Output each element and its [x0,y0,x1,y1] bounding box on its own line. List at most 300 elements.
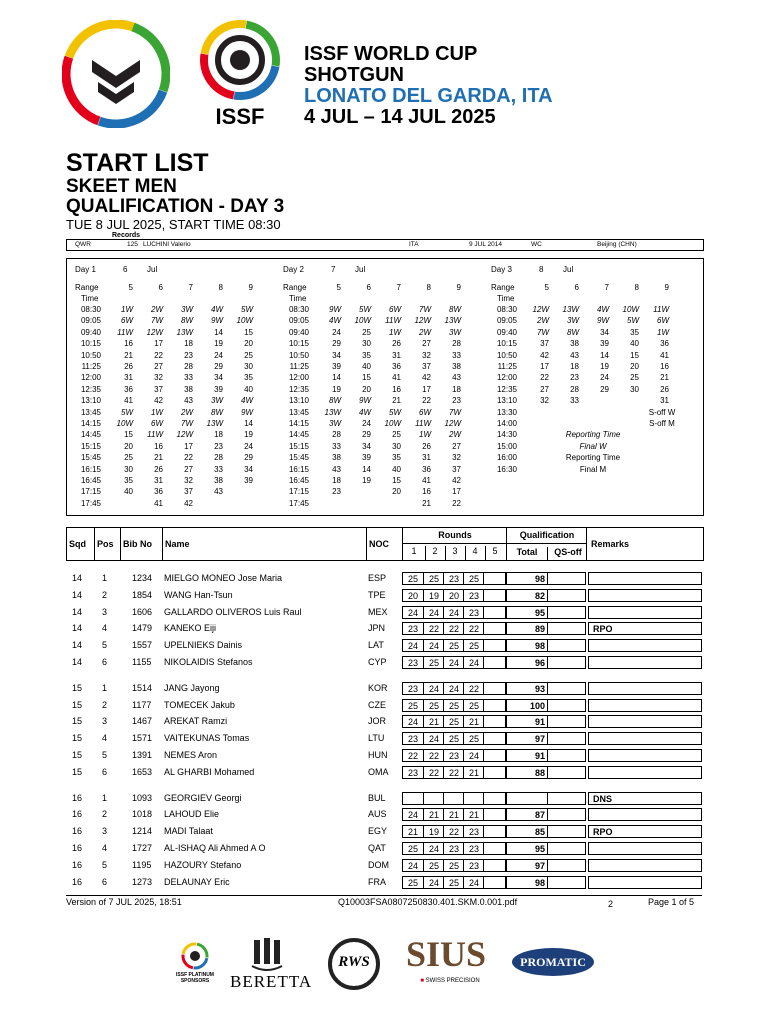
remarks-box [588,606,702,619]
qsoff-cell [547,623,588,634]
round-score: 23 [407,624,418,635]
squad-slot: 33 [332,441,341,451]
squad-slot: 1W [657,327,669,337]
squad-slot: 34 [214,373,223,383]
qsoff-cell [547,607,588,618]
squad-slot: 15 [124,430,133,440]
squad-slot: 20 [392,487,401,497]
remarks-box [588,859,702,872]
squad-slot: 31 [124,373,133,383]
squad-slot: 11W [415,419,431,428]
round-scores-box [402,792,506,805]
schedule-row [283,418,483,429]
sius-logo: SIUS [406,934,487,974]
event-time: 15:00 [496,441,517,451]
remarks-box [588,766,702,779]
squad-slot: 38 [332,453,341,463]
squad-slot: 37 [422,362,431,371]
schedule-time: 15:15 [80,441,101,451]
issf-platinum-sponsor-logo [172,940,218,996]
athlete-bib: 1467 [132,716,153,727]
squad-slot: 7W [419,305,431,314]
schedule-time: 16:45 [288,476,309,485]
day-month: Jul [355,265,366,274]
round-scores-box [402,699,506,712]
rounds-divider [403,543,507,544]
squad-slot: 6W [121,316,133,326]
qsoff-cell [547,860,588,871]
squad-slot: 10W [236,316,253,326]
qsoff-cell [547,716,588,727]
athlete-noc: DOM [368,859,389,870]
squad-slot: 9W [329,305,341,314]
remarks-box [588,715,702,728]
schedule-time: 17:15 [80,487,101,497]
file-name: Q10003FSA0807250830.401.SKM.0.001.pdf [338,897,518,907]
round-score: 22 [407,751,418,761]
schedule-row [491,304,691,315]
remarks-box [588,876,702,889]
date-line: TUE 8 JUL 2025, START TIME 08:30 [66,217,281,232]
schedule-row [75,429,275,440]
athlete-pos: 3 [102,606,108,617]
round-number: 1 [411,546,417,556]
squad-slot: 35 [392,453,401,463]
total-score: 98 [534,641,545,652]
col-noc-label: NOC [369,539,389,549]
athlete-bib: 1018 [132,809,153,820]
squad-slot: 19 [332,384,341,394]
round-score: 23 [443,750,464,761]
qualification-label: Qualification [519,530,575,540]
event-time: 13:30 [496,407,517,417]
schedule-time: 13:45 [80,407,101,417]
round-score [483,826,504,837]
squad-slot: 35 [244,373,253,383]
squad-slot: 24 [244,441,253,451]
squad-slot: 30 [392,441,401,451]
squad-slot: 35 [630,327,639,337]
squad-slot: 22 [154,350,163,360]
athlete-name: AL GHARBI Mohamed [164,766,255,777]
schedule-row [283,486,483,497]
squad-slot: 28 [332,430,341,440]
athlete-row [66,747,702,764]
round-score: 22 [443,826,464,837]
squad-slot: 24 [332,327,341,337]
squad-slot: 5W [627,316,639,326]
start-list-body [66,570,702,892]
squad-slot: 3W [449,327,461,337]
sius-subtitle [410,978,490,984]
squad-slot: 9W [359,396,371,406]
squad-slot: 20 [244,339,253,349]
day-month: Jul [563,265,574,274]
qsoff-cell [547,640,588,651]
athlete-sqd: 15 [72,682,83,693]
squad-slot: 14 [332,373,341,383]
schedule-time: 16:15 [288,464,309,474]
squad-slot: 39 [244,476,253,485]
remarks-box [588,825,702,838]
athlete-bib: 1854 [132,589,153,600]
squad-slot: 41 [660,350,669,360]
swiss-flag-icon: ■ [420,978,424,984]
squad-slot: 16 [660,362,669,371]
athlete-sqd: 16 [72,843,83,853]
schedule-time: 09:05 [496,316,517,326]
squad-slot: 37 [184,487,193,497]
version-text: Version of 7 JUL 2025, 18:51 [66,897,182,907]
event-location: LONATO DEL GARDA, ITA [304,85,553,107]
schedule-time: 09:40 [288,327,309,337]
sponsors-bar [0,930,768,1000]
squad-slot: 3W [181,305,193,314]
squad-slot: 43 [570,350,579,360]
round-score: 23 [463,590,484,601]
squad-slot: 32 [154,373,163,383]
squad-slot: 43 [332,464,341,474]
athlete-row [66,713,702,730]
squad-slot: 15 [244,327,253,337]
squad-slot: 1W [389,327,401,337]
schedule-row [283,350,483,361]
round-score [483,877,504,888]
round-scores-box [402,572,506,585]
schedule-row [283,338,483,349]
qsoff-cell [547,683,588,694]
athlete-name: MIELGO MONEO Jose Maria [164,573,283,583]
athlete-pos: 4 [102,623,108,634]
round-score: 23 [407,683,418,694]
qualification-box [506,876,586,889]
squad-slot: 1W [419,430,431,440]
event-dates: 4 JUL – 14 JUL 2025 [304,106,496,128]
squad-slot: 8W [567,327,579,337]
squad-slot: 16 [154,441,163,451]
squad-slot: 8W [181,316,193,326]
athlete-name: KANEKO Eiji [164,623,217,634]
athlete-sqd: 15 [72,716,83,727]
qualification-box [506,808,586,821]
athlete-sqd: 14 [72,606,83,617]
total-score: 96 [534,658,545,668]
athlete-noc: HUN [368,750,388,760]
athlete-bib: 1234 [132,573,153,583]
issf-logo [196,20,284,128]
round-score: 23 [407,658,418,668]
squad-slot: 8W [449,305,461,314]
schedule-row [75,304,275,315]
squad-slot: 23 [214,441,223,451]
time-header: Time [289,294,307,303]
squad-slot: 37 [154,384,163,394]
athlete-noc: AUS [368,809,387,820]
squad-slot: 34 [362,441,371,451]
phase-title: QUALIFICATION - DAY 3 [66,196,285,217]
round-score [483,607,504,618]
athlete-noc: JOR [368,716,386,727]
schedule-row [491,315,691,326]
athlete-name: UPELNIEKS Dainis [164,640,243,651]
round-score [463,793,484,804]
squad-slot: 12W [146,327,163,337]
athlete-noc: LAT [368,640,384,651]
schedule-row [283,475,483,486]
athlete-row [66,620,702,637]
total-score: 95 [534,844,545,854]
schedule-row [491,327,691,338]
athlete-bib: 1391 [132,750,153,760]
round-score: 24 [423,683,444,694]
remarks-box [588,749,702,762]
col-bib [121,528,163,560]
athlete-bib: 1155 [132,657,152,667]
athlete-name: TOMECEK Jakub [164,699,235,710]
records-box [66,239,704,251]
qsoff-cell [547,826,588,837]
squad-slot: 27 [540,384,549,394]
squad-slot: 41 [124,396,133,406]
squad-slot: 38 [184,384,193,394]
squad-slot: 6W [419,407,431,417]
page-title [66,150,284,233]
squad-slot: 25 [630,373,639,383]
round-score: 22 [443,767,464,778]
qualification-box [506,825,586,838]
round-scores-box [402,606,506,619]
event-logo [62,20,170,128]
round-score [483,683,504,694]
range-number: 9 [664,283,669,292]
squad-slot: 16 [422,487,431,497]
event-name: Reporting Time [565,453,621,463]
squad-slot: 31 [392,350,401,360]
schedule-event [491,418,691,429]
squad-slot: 36 [154,487,163,497]
squad-slot: 4W [211,305,223,314]
athlete-pos: 5 [102,859,108,870]
round-score [483,767,504,778]
athlete-noc: CZE [368,699,386,710]
squad-slot: 20 [124,441,133,451]
squad-slot: 26 [154,464,163,474]
squad-slot: 43 [214,487,223,497]
total-score: 91 [534,717,545,728]
squad-slot: 29 [362,430,371,440]
schedule-time: 11:25 [81,362,101,371]
squad-slot: 6W [389,305,401,314]
range-header [75,282,275,293]
athlete-noc: MEX [368,606,388,617]
schedule-row [491,338,691,349]
day-number: 8 [539,265,544,274]
round-score: 21 [463,767,484,778]
schedule-row [75,361,275,372]
col-sqd-label: Sqd [69,539,86,549]
qual-divider [507,543,587,544]
issf-logo-text: ISSF [215,104,265,128]
round-score: 21 [463,716,484,727]
record-noc: ITA [409,241,419,248]
squad-slot: 18 [452,384,461,394]
remarks-text: DNS [593,793,613,804]
squad-slot: 34 [600,327,609,337]
day-label: Day 3 [491,265,512,274]
round-score: 25 [423,573,444,584]
day-number: 7 [331,265,336,274]
round-score: 21 [423,716,444,727]
qualification-box [506,842,586,855]
range-label: Range [283,283,307,292]
round-score: 25 [423,860,444,871]
round-score: 25 [463,700,484,711]
squad-slot: 21 [660,373,669,383]
event-time: 14:30 [496,430,517,440]
schedule-row [283,441,483,452]
range-number: 7 [188,283,193,292]
range-number: 5 [336,283,341,292]
squad-slot: 21 [392,396,401,406]
squad-slot: 27 [184,464,193,474]
athlete-name: AL-ISHAQ Ali Ahmed A O [164,843,266,853]
schedule-row [283,498,483,509]
round-scores-box [402,749,506,762]
round-score: 25 [463,573,484,584]
squad-slot: 4W [329,316,341,326]
athlete-name: GEORGIEV Georgi [164,792,242,803]
squad-slot: 4W [241,396,253,406]
squad-slot: 39 [214,384,223,394]
round-score: 25 [443,860,464,871]
squad-slot: 41 [154,498,163,508]
qsoff-cell [547,793,588,804]
squad-slot: 25 [244,350,253,360]
round-score: 24 [407,860,418,871]
schedule-time: 17:15 [288,487,309,497]
schedule-time: 15:45 [288,453,309,463]
squad-slot: 10W [384,419,401,428]
squad-slot: 24 [600,373,609,383]
squad-slot: 17 [154,339,163,349]
schedule-time: 12:35 [288,384,309,394]
squad-slot: 12W [444,419,461,428]
event-time: 16:00 [496,453,517,463]
qualification-box [506,766,586,779]
athlete-pos: 4 [102,843,108,853]
schedule-time: 13:10 [496,396,517,406]
athlete-bib: 1195 [132,859,152,870]
athlete-name: NEMES Aron [164,750,218,760]
athlete-noc: QAT [368,843,386,853]
squad-slot: 3W [329,419,341,428]
schedule-row [75,372,275,383]
schedule-time: 09:05 [288,316,309,326]
squad-slot: 2W [151,305,163,314]
athlete-noc: EGY [368,826,388,837]
total-label: Total [516,547,538,557]
round-scores-box [402,859,506,872]
footer-number: 2 [608,899,614,909]
schedule-time: 13:45 [288,407,309,417]
issf-platinum-label: ISSF PLATINUM SPONSORS [176,972,214,984]
round-score [483,860,504,871]
squad-slot: 10W [116,419,133,428]
squad-slot: 36 [392,362,401,371]
remarks-box [588,622,702,635]
squad-slot: 26 [392,339,401,349]
round-score: 24 [443,657,464,668]
athlete-sqd: 14 [72,589,83,600]
round-scores-box [402,682,506,695]
round-score: 23 [463,860,484,871]
schedule-time: 12:00 [288,373,309,383]
total-score: 93 [534,683,545,694]
athlete-bib: 1177 [132,699,152,710]
squad-slot: 31 [154,476,163,485]
event-time: 14:00 [496,419,517,428]
schedule-row [75,315,275,326]
qsoff-cell [547,843,588,854]
squad-slot: 34 [332,350,341,360]
squad-slot: 13W [206,419,223,428]
squad-slot: 30 [244,362,253,371]
schedule-time: 14:15 [288,419,309,428]
athlete-bib: 1606 [132,606,153,617]
qsoff-label: QS-off [547,547,588,560]
schedule-row [491,372,691,383]
squad-slot: 38 [452,362,461,371]
record-date: 9 JUL 2014 [469,241,503,248]
col-rounds [403,528,507,560]
schedule-row [75,395,275,406]
athlete-row [66,680,702,697]
athlete-noc: BUL [368,792,386,803]
schedule-time: 10:15 [496,339,517,349]
schedule-event [491,441,691,452]
schedule-row [491,395,691,406]
event-name: Final M [579,464,607,474]
qsoff-cell [547,590,588,601]
round-score [483,623,504,634]
event-name: ISSF WORLD CUP [304,43,478,65]
squad-slot: 39 [362,453,371,463]
squad-slot: 36 [124,384,133,394]
range-header [491,282,691,293]
remarks-box [588,656,702,669]
schedule-time: 08:30 [288,305,309,314]
record-place: Beijing (CHN) [597,241,637,248]
schedule-time: 10:50 [288,350,309,360]
athlete-pos: 3 [102,826,108,837]
qualification-box [506,572,586,585]
athlete-bib: 1514 [132,682,153,693]
athlete-name: JANG Jayong [164,682,220,693]
qualification-box [506,732,586,745]
schedule-row [75,338,275,349]
schedule-time: 09:05 [80,316,101,326]
round-score: 24 [463,877,484,888]
remarks-label: Remarks [591,539,630,549]
round-score: 24 [443,607,464,618]
round-score [483,716,504,727]
athlete-sqd: 14 [72,573,83,583]
squad-slot: 8W [329,396,341,406]
squad-slot: 22 [184,453,193,463]
squad-slot: 7W [151,316,163,326]
round-score: 25 [407,700,418,711]
col-pos [95,528,121,560]
